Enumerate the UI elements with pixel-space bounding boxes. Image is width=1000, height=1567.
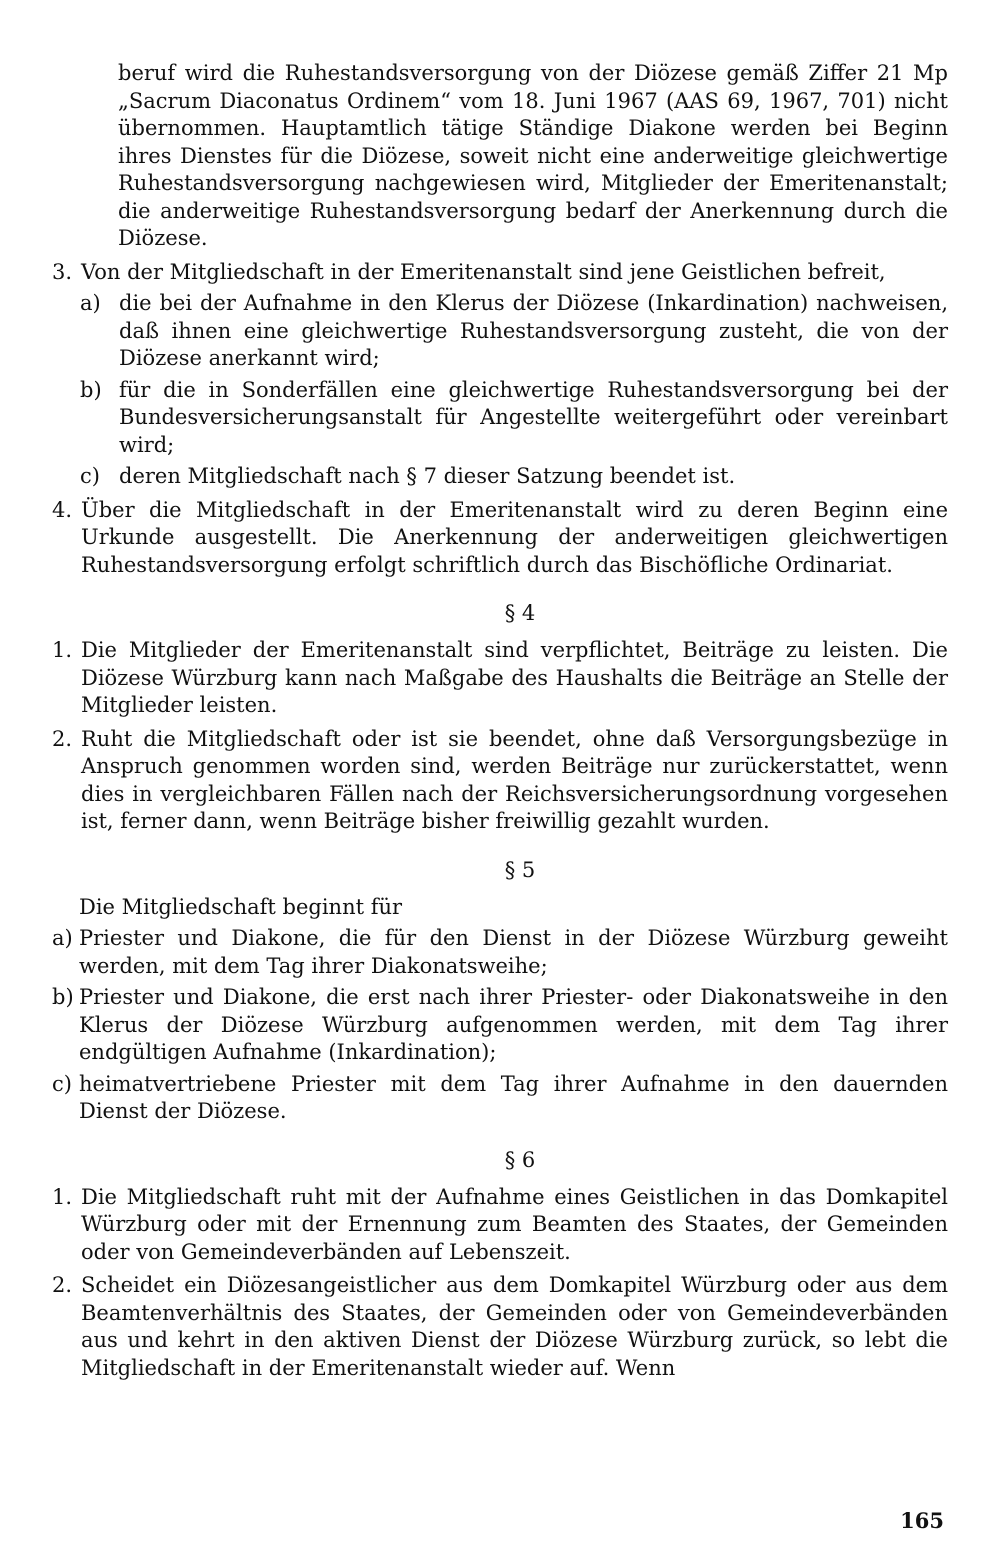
item-number: 1. [52,638,73,662]
document-page [52,60,948,1382]
s4-item-2 [52,726,948,836]
item-number: 1. [52,1184,73,1209]
opening-paragraph: beruf wird die Ruhestandsversorgung von der Diözese gemäß Ziffer 21 Mp „Sacrum Diaconatus Ordinem“ vom 18. Juni 1967 (AAS 69, 1967, 701) nicht übernommen. Hauptamtlich tätige Ständige Diakone werden bei Beginn ihres Dienstes für die Diözese, soweit nicht eine anderweitige gleichwertige Ruhestandsversorgung nachgewiesen wird, Mitglieder der Emeritenanstalt; die anderweitige Ruhestandsversorgung bedarf der Anerkennung durch die Diözese. [118,61,948,250]
item-letter: c) [52,1071,72,1096]
sub-item-letter: b) [80,377,102,402]
s4-item-1 [52,637,948,720]
s5-intro: Die Mitgliedschaft beginnt für [79,894,403,919]
sub-item-letter: c) [80,464,100,488]
sub-item-b [52,377,948,460]
item-text: heimatvertriebene Priester mit dem Tag ihrer Aufnahme in den dauernden Dienst der Diözese. [79,1071,948,1123]
item-text: Scheidet ein Diözesangeistlicher aus dem Domkapitel Würzburg oder aus dem Beamtenverhältnis des Staates, der Gemeinden oder von Gemeindeverbänden aus und kehrt in den aktiven Dienst der Diözese Würzburg zurück, so lebt die Mitgliedschaft in der Emeritenanstalt wieder auf. Wenn [81,1273,948,1380]
item-letter: a) [52,926,73,950]
sub-item-a [52,290,948,373]
item-text: Über die Mitgliedschaft in der Emeritenanstalt wird zu deren Beginn eine Urkunde ausgestellt. Die Anerkennung der anderweitigen gleichwertigen Ruhestandsversorgung erfolgt schriftlich durch das Bischöfliche Ordinariat. [81,497,948,577]
item-text: Priester und Diakone, die für den Dienst in der Diözese Würzburg geweiht werden, mit dem Tag ihrer Diakonatsweihe; [79,926,948,978]
item-number: 4. [52,497,73,522]
sub-item-letter: a) [80,291,101,315]
sub-item-text: die bei der Aufnahme in den Klerus der Diözese (Inkardination) nachweisen, daß ihnen eine gleichwertige Ruhestandsversorgung zusteht, die von der Diözese anerkannt wird; [119,291,948,370]
item-text: Ruht die Mitgliedschaft oder ist sie beendet, ohne daß Versorgungsbezüge in Anspruch genommen worden sind, werden Beiträge nur zurückerstattet, wenn dies in vergleichbaren Fällen nach der Reichsversicherungsordnung vorgesehen ist, ferner dann, wenn Beiträge bisher freiwillig gezahlt wurden. [81,726,948,833]
item-number: 2. [52,1273,73,1297]
sub-item-text: deren Mitgliedschaft nach § 7 dieser Satzung beendet ist. [119,464,736,488]
item-4 [52,497,948,580]
s5-item-a [52,925,948,980]
s6-item-1 [52,1184,948,1267]
item-number: 2. [52,726,73,751]
item-letter: b) [52,985,74,1009]
item-text: Die Mitglieder der Emeritenanstalt sind verpflichtet, Beiträge zu leisten. Die Diözese Würzburg kann nach Maßgabe des Haushalts die Beiträge an Stelle der Mitglieder leisten. [81,638,948,717]
item-text: Priester und Diakone, die erst nach ihrer Priester- oder Diakonatsweihe in den Klerus der Diözese Würzburg aufgenommen werden, mit dem Tag ihrer endgültigen Aufnahme (Inkardination); [79,985,948,1064]
item-3 [52,259,948,287]
s5-item-c [52,1071,948,1126]
s5-item-b [52,984,948,1067]
item-number: 3. [52,259,73,284]
s6-item-2 [52,1272,948,1382]
sub-item-c [52,463,948,491]
section-heading-4: § 4 [504,601,536,625]
section-heading-6: § 6 [504,1147,536,1172]
item-text: Die Mitgliedschaft ruht mit der Aufnahme eines Geistlichen in das Domkapitel Würzburg oder mit der Ernennung zum Beamten des Staates, der Gemeinden oder von Gemeindeverbänden auf Lebenszeit. [81,1184,948,1264]
page-number: 165 [900,1508,944,1533]
sub-item-text: für die in Sonderfällen eine gleichwertige Ruhestandsversorgung bei der Bundesversicherungsanstalt für Angestellte weitergeführt oder vereinbart wird; [119,377,948,457]
section-heading-5: § 5 [504,857,536,882]
item-text: Von der Mitgliedschaft in der Emeritenanstalt sind jene Geistlichen befreit, [81,259,886,284]
